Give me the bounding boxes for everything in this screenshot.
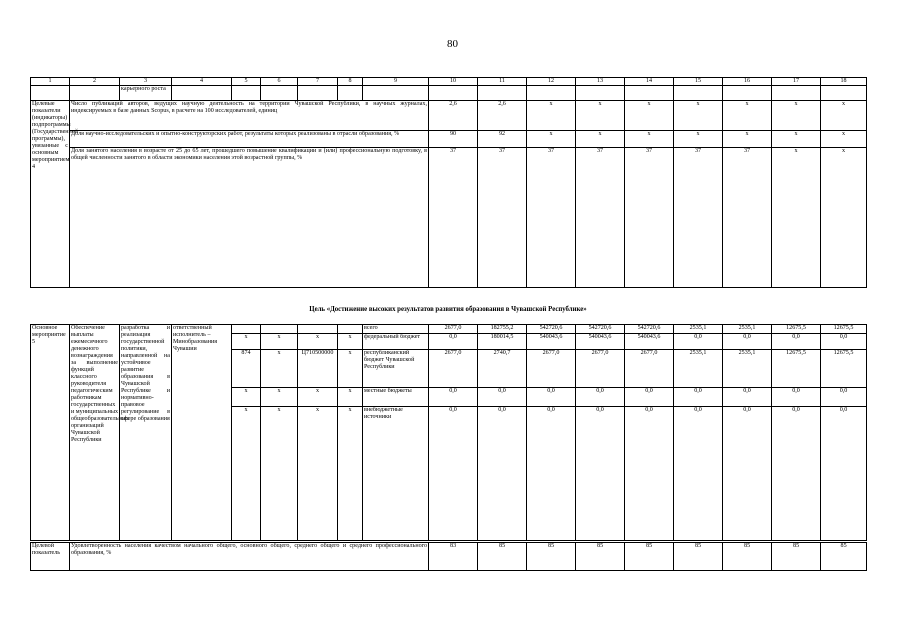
- indicators-label: Целевые показатели (индикаторы) подпрограммы (Государственной программы), увязанные с основным мероприятием 4: [31, 101, 70, 288]
- value-cell: 2,6: [429, 101, 478, 131]
- value-cell: 0,0: [723, 334, 772, 350]
- value-cell: 0,0: [723, 388, 772, 407]
- value-cell: x: [527, 131, 576, 148]
- value-cell: 182755,2: [478, 325, 527, 334]
- target-row: [31, 543, 867, 571]
- funding-source: республиканский бюджет Чувашской Республики: [363, 350, 429, 388]
- value-cell: 0,0: [723, 407, 772, 541]
- value-cell: 85: [527, 543, 576, 571]
- value-cell: 2740,7: [478, 350, 527, 388]
- value-cell: x: [625, 101, 674, 131]
- header-cell: 8: [338, 78, 363, 86]
- target-table: [30, 542, 867, 571]
- value-cell: 37: [527, 148, 576, 288]
- indicator-text: Доля занятого населения в возрасте от 25 до 65 лет, прошедшего повышение квалификации и (или) профессиональную подготовку, в общей численности занятого в области экономики населения этой возрастной группы, %: [70, 148, 429, 288]
- value-cell: x: [821, 101, 867, 131]
- value-cell: x: [527, 101, 576, 131]
- header-cell: 6: [261, 78, 298, 86]
- goal-heading: Цель «Достижение высоких результатов развития образования в Чувашской Республике»: [309, 306, 587, 313]
- funding-source: внебюджетные источники: [363, 407, 429, 541]
- code-cell: x: [232, 407, 261, 541]
- event-task: разработка и реализация государственной политики, направленной на устойчивое развитие образования в Чувашской Республике и нормативно-правовое регулирование в сфере образования: [120, 325, 172, 541]
- code-cell: x: [338, 350, 363, 388]
- value-cell: 0,0: [821, 334, 867, 350]
- funding-source: федеральный бюджет: [363, 334, 429, 350]
- value-cell: 0,0: [674, 334, 723, 350]
- value-cell: 37: [674, 148, 723, 288]
- value-cell: x: [821, 131, 867, 148]
- value-cell: 37: [429, 148, 478, 288]
- code-cell: x: [338, 388, 363, 407]
- value-cell: x: [576, 131, 625, 148]
- code-cell: x: [232, 334, 261, 350]
- column-numbers-row: [31, 78, 867, 86]
- header-cell: 13: [576, 78, 625, 86]
- header-cell: 1: [31, 78, 70, 86]
- code-cell: x: [232, 388, 261, 407]
- value-cell: 37: [723, 148, 772, 288]
- target-label: Целевой показатель: [31, 543, 70, 571]
- header-cell: 5: [232, 78, 261, 86]
- value-cell: 83: [429, 543, 478, 571]
- value-cell: 0,0: [772, 334, 821, 350]
- value-cell: x: [723, 131, 772, 148]
- event-description: Обеспечение выплаты ежемесячного денежного вознаграждения за выполнение функций классного руководителя педагогическим работникам государственных и муниципальных общеобразовательных организаций Чувашской Республики: [70, 325, 120, 541]
- value-cell: 0,0: [576, 388, 625, 407]
- code-cell: x: [338, 407, 363, 541]
- value-cell: 0,0: [478, 388, 527, 407]
- header-cell: 12: [527, 78, 576, 86]
- value-cell: 37: [625, 148, 674, 288]
- value-cell: 0,0: [821, 407, 867, 541]
- value-cell: x: [772, 101, 821, 131]
- value-cell: x: [772, 131, 821, 148]
- value-cell: 540043,6: [527, 334, 576, 350]
- value-cell: 180014,5: [478, 334, 527, 350]
- indicator-row: [31, 148, 867, 288]
- code-cell: 874: [232, 350, 261, 388]
- header-cell: 17: [772, 78, 821, 86]
- code-cell: Ц710500000: [298, 350, 338, 388]
- value-cell: 2677,0: [576, 350, 625, 388]
- value-cell: 542720,6: [576, 325, 625, 334]
- code-cell: [232, 325, 261, 334]
- value-cell: 542720,6: [527, 325, 576, 334]
- value-cell: 85: [723, 543, 772, 571]
- header-cell: 18: [821, 78, 867, 86]
- header-cell: 16: [723, 78, 772, 86]
- value-cell: 542720,6: [625, 325, 674, 334]
- value-cell: 85: [821, 543, 867, 571]
- value-cell: x: [625, 131, 674, 148]
- page-number: 80: [447, 38, 458, 50]
- event-label: Основное мероприятие 5: [31, 325, 70, 541]
- value-cell: x: [674, 131, 723, 148]
- value-cell: 0,0: [625, 407, 674, 541]
- value-cell: 0,0: [429, 334, 478, 350]
- value-cell: 90: [429, 131, 478, 148]
- value-cell: x: [772, 148, 821, 288]
- continuation-row: [31, 86, 867, 101]
- value-cell: x: [576, 101, 625, 131]
- event-executor: ответственный исполнитель – Минобразования Чувашии: [172, 325, 232, 541]
- value-cell: 2677,0: [429, 350, 478, 388]
- code-cell: x: [261, 407, 298, 541]
- code-cell: [298, 325, 338, 334]
- value-cell: 2535,1: [723, 325, 772, 334]
- indicators-table: [30, 77, 867, 288]
- funding-row: [31, 325, 867, 334]
- code-cell: x: [261, 388, 298, 407]
- value-cell: 92: [478, 131, 527, 148]
- value-cell: 540043,6: [625, 334, 674, 350]
- code-cell: [338, 325, 363, 334]
- value-cell: 2677,0: [429, 325, 478, 334]
- value-cell: 0,0: [772, 407, 821, 541]
- header-cell: 7: [298, 78, 338, 86]
- event-table: [30, 324, 867, 541]
- funding-source: всего: [363, 325, 429, 334]
- value-cell: 0,0: [527, 388, 576, 407]
- code-cell: x: [338, 334, 363, 350]
- value-cell: 2535,1: [674, 350, 723, 388]
- value-cell: 0,0: [625, 388, 674, 407]
- value-cell: 12675,5: [821, 350, 867, 388]
- value-cell: 0,0: [772, 388, 821, 407]
- value-cell: 2677,0: [527, 350, 576, 388]
- value-cell: 37: [478, 148, 527, 288]
- funding-source: местные бюджеты: [363, 388, 429, 407]
- header-cell: 4: [172, 78, 232, 86]
- value-cell: 0,0: [576, 407, 625, 541]
- value-cell: 0,0: [674, 407, 723, 541]
- header-cell: 15: [674, 78, 723, 86]
- indicator-row: [31, 101, 867, 131]
- continued-text: карьерного роста: [120, 86, 172, 101]
- value-cell: 0,0: [527, 407, 576, 541]
- value-cell: 2677,0: [625, 350, 674, 388]
- value-cell: 37: [576, 148, 625, 288]
- value-cell: 85: [478, 543, 527, 571]
- header-cell: 2: [70, 78, 120, 86]
- value-cell: 540043,6: [576, 334, 625, 350]
- value-cell: 0,0: [429, 388, 478, 407]
- value-cell: 85: [772, 543, 821, 571]
- indicator-text: Число публикаций авторов, ведущих научную деятельность на территории Чувашской Республики, в научных журналах, индексируемых в базе данных Scopus, в расчете на 100 исследователей, единиц: [70, 101, 429, 131]
- value-cell: 0,0: [429, 407, 478, 541]
- value-cell: 2,6: [478, 101, 527, 131]
- value-cell: x: [674, 101, 723, 131]
- value-cell: 0,0: [821, 388, 867, 407]
- value-cell: 0,0: [478, 407, 527, 541]
- value-cell: x: [821, 148, 867, 288]
- value-cell: 85: [576, 543, 625, 571]
- code-cell: x: [298, 407, 338, 541]
- value-cell: 85: [625, 543, 674, 571]
- indicator-row: [31, 131, 867, 148]
- value-cell: 2535,1: [723, 350, 772, 388]
- value-cell: 0,0: [674, 388, 723, 407]
- value-cell: 85: [674, 543, 723, 571]
- header-cell: 11: [478, 78, 527, 86]
- value-cell: x: [723, 101, 772, 131]
- header-cell: 14: [625, 78, 674, 86]
- value-cell: 12675,5: [772, 325, 821, 334]
- code-cell: x: [261, 350, 298, 388]
- header-cell: 9: [363, 78, 429, 86]
- target-text: Удовлетворенность населения качеством начального общего, основного общего, среднего общего и среднего профессионального образования, %: [70, 543, 429, 571]
- code-cell: x: [261, 334, 298, 350]
- value-cell: 2535,1: [674, 325, 723, 334]
- value-cell: 12675,5: [772, 350, 821, 388]
- header-cell: 10: [429, 78, 478, 86]
- code-cell: x: [298, 388, 338, 407]
- indicator-text: Доля научно-исследовательских и опытно-конструкторских работ, результаты которых реализованы в отрасли образования, %: [70, 131, 429, 148]
- code-cell: [261, 325, 298, 334]
- value-cell: 12675,5: [821, 325, 867, 334]
- code-cell: x: [298, 334, 338, 350]
- header-cell: 3: [120, 78, 172, 86]
